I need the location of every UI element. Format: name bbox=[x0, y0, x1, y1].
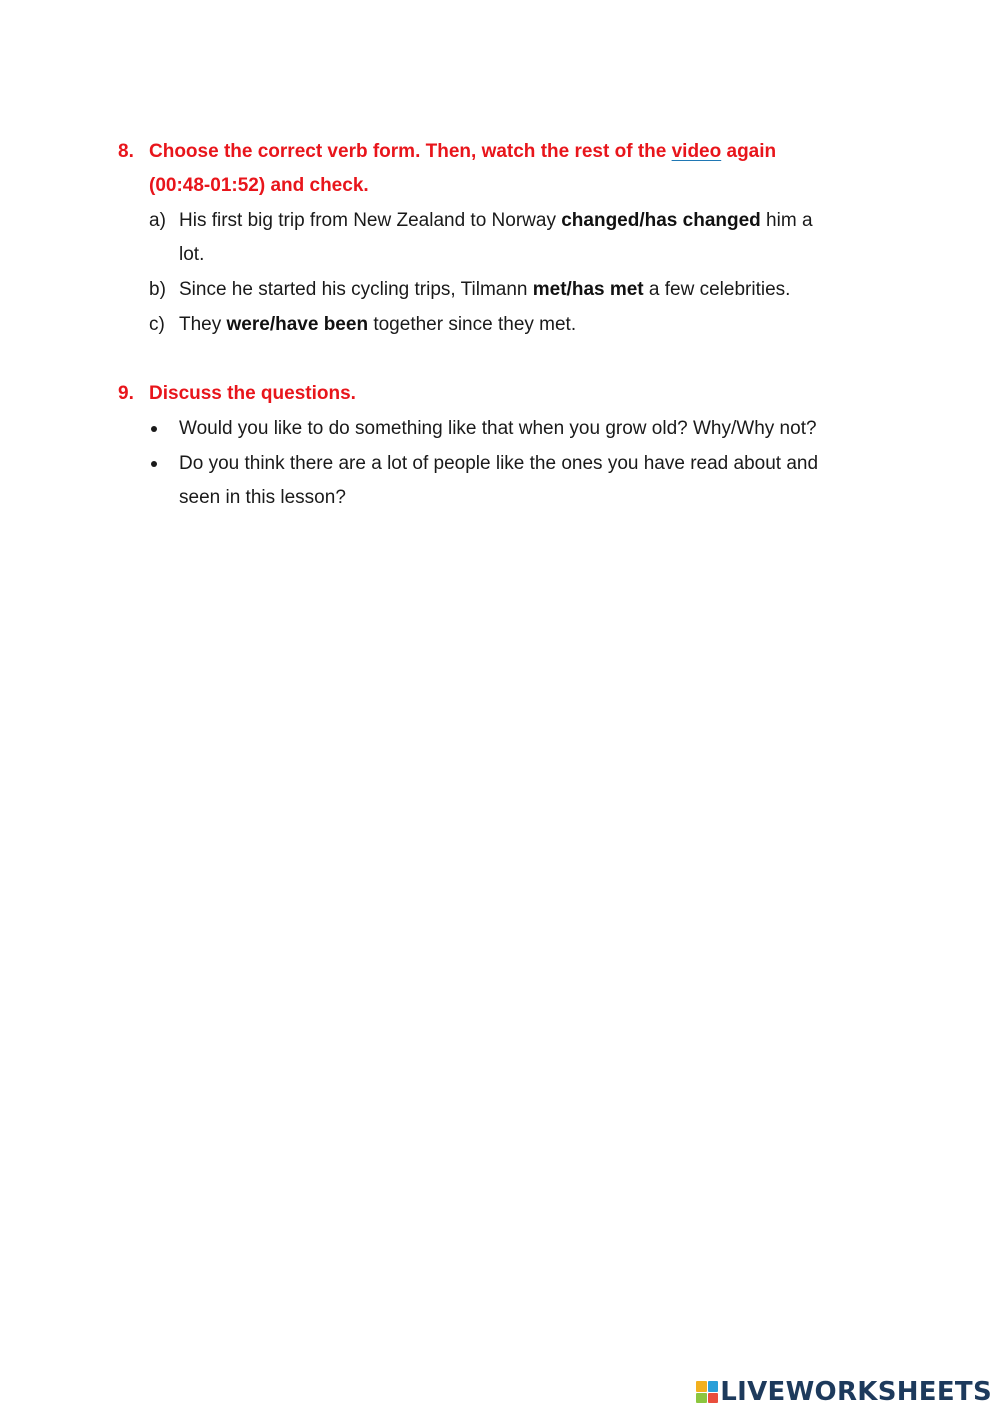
item-text-end: a few celebrities. bbox=[643, 279, 791, 300]
exercise-8-item-c bbox=[118, 308, 878, 342]
question-text: Would you like to do something like that when you grow old? Why/Why not? bbox=[179, 418, 817, 439]
item-text-end: together since they met. bbox=[368, 314, 577, 335]
item-text-end: him a bbox=[760, 210, 813, 231]
verb-choice[interactable]: were/have been bbox=[226, 314, 369, 335]
verb-choice[interactable]: changed/has changed bbox=[561, 210, 761, 231]
exercise-8-heading-text-end: again bbox=[721, 141, 777, 162]
bullet-icon bbox=[151, 426, 157, 432]
item-text-continuation: lot. bbox=[179, 244, 205, 265]
exercise-8-heading-line2: (00:48-01:52) and check. bbox=[149, 175, 369, 196]
exercise-8-item-a bbox=[118, 204, 878, 272]
exercise-8-number: 8. bbox=[118, 141, 134, 162]
exercise-8 bbox=[118, 135, 878, 342]
item-text: Since he started his cycling trips, Tilmann bbox=[179, 279, 533, 300]
logo-text: LIVEWORKSHEETS bbox=[720, 1377, 992, 1407]
item-marker: a) bbox=[149, 210, 166, 231]
question-text: Do you think there are a lot of people like the ones you have read about and bbox=[179, 453, 819, 474]
exercise-9-heading-text: Discuss the questions. bbox=[149, 383, 356, 404]
item-marker: b) bbox=[149, 279, 166, 300]
item-text: His first big trip from New Zealand to Norway bbox=[179, 210, 562, 231]
bullet-icon bbox=[151, 461, 157, 467]
exercise-9-heading bbox=[118, 377, 878, 411]
question-text-continuation: seen in this lesson? bbox=[179, 487, 346, 508]
item-text: They bbox=[179, 314, 227, 335]
liveworksheets-logo bbox=[696, 1377, 992, 1407]
video-link[interactable]: video bbox=[671, 141, 722, 162]
exercise-8-heading-text: Choose the correct verb form. Then, watch the rest of the bbox=[149, 141, 672, 162]
item-marker: c) bbox=[149, 314, 165, 335]
verb-choice[interactable]: met/has met bbox=[532, 279, 644, 300]
exercise-8-item-b bbox=[118, 273, 878, 307]
exercise-9 bbox=[118, 377, 878, 515]
exercise-9-question-1 bbox=[118, 412, 878, 446]
exercise-9-number: 9. bbox=[118, 383, 134, 404]
exercise-9-question-2 bbox=[118, 447, 878, 515]
exercise-8-heading bbox=[118, 135, 878, 203]
liveworksheets-logo-icon bbox=[696, 1381, 718, 1403]
